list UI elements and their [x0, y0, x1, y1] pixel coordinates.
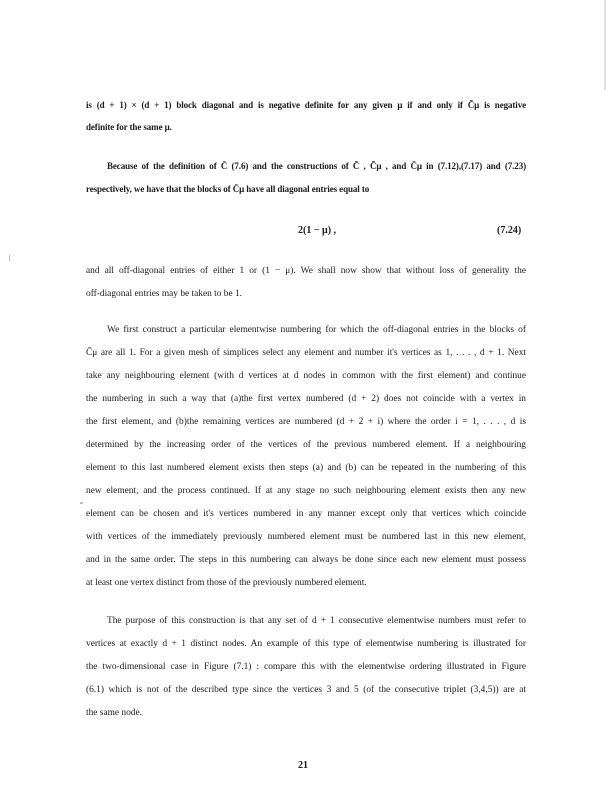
text-line: (6.1) which is not of the described type since the vertices 3 and 5 (of the consecutive triplet (3,4,5)) are at — [86, 685, 526, 695]
text-line: new element, and the process continued. If at any stage no such neighbouring element exists then any new — [86, 486, 526, 496]
text-line: the first element, and (b)the remaining vertices are numbered (d + 2 + i) where the order i = 1, . . . , d is — [86, 417, 526, 427]
text-line: the numbering in such a way that (a)the first vertex numbered (d + 2) does not coincide with a vertex in — [86, 394, 526, 404]
text-line: and all off-diagonal entries of either 1 or (1 − μ). We shall now show that without loss of generality the — [86, 266, 526, 276]
text-line: the same node. — [86, 708, 142, 718]
text-line: off-diagonal entries may be taken to be 1. — [86, 289, 243, 299]
equation-expression: 2(1 − μ) , — [298, 225, 337, 236]
text-line: at least one vertex distinct from those of the previously numbered element. — [86, 578, 367, 588]
text-line: the two-dimensional case in Figure (7.1) : compare this with the elementwise ordering illustrated in Figure — [86, 662, 526, 672]
text-line: C̄μ are all 1. For a given mesh of simplices select any element and number it's vertices as 1, . . . , d + 1. Next — [86, 348, 526, 358]
scan-speck — [9, 255, 10, 261]
text-line: determined by the increasing order of the vertices of the previous numbered element. If a neighbouring — [86, 440, 526, 450]
text-line: take any neighbouring element (with d vertices at d nodes in common with the first element) and continue — [86, 371, 526, 381]
text-line: respectively, we have that the blocks of C̄μ have all diagonal entries equal to — [86, 184, 370, 194]
scan-edge-mark — [604, 0, 606, 90]
text-line: The purpose of this construction is that any set of d + 1 consecutive elementwise numbers must refer to — [107, 616, 526, 626]
text-line: is (d + 1) × (d + 1) block diagonal and is negative definite for any given μ if and only if C̃μ is negative — [86, 100, 526, 110]
text-line: and in the same order. The steps in this numbering can always be done since each new element must possess — [86, 555, 526, 565]
text-line: We first construct a particular elementwise numbering for which the off-diagonal entries in the blocks of — [107, 325, 526, 335]
text-line: element to this last numbered element exists then steps (a) and (b) can be repeated in the numbering of this — [86, 463, 526, 473]
equation-number: (7.24) — [497, 225, 522, 236]
text-line: definite for the same μ. — [86, 122, 172, 132]
text-line: vertices at exactly d + 1 distinct nodes. An example of this type of elementwise numbering is illustrated for — [86, 639, 526, 649]
text-line: with vertices of the immediately previously numbered element must be numbered last in this new element, — [86, 532, 526, 542]
text-line: Because of the definition of C̄ (7.6) and the constructions of C̃ , C̃μ , and C̄μ in (7.12),(7.17) and (7.23) — [107, 161, 526, 171]
text-line: element can be chosen and it's vertices numbered in any manner except only that vertices which coincide — [86, 509, 526, 519]
page-number: 21 — [298, 760, 308, 771]
scan-speck — [80, 502, 83, 504]
